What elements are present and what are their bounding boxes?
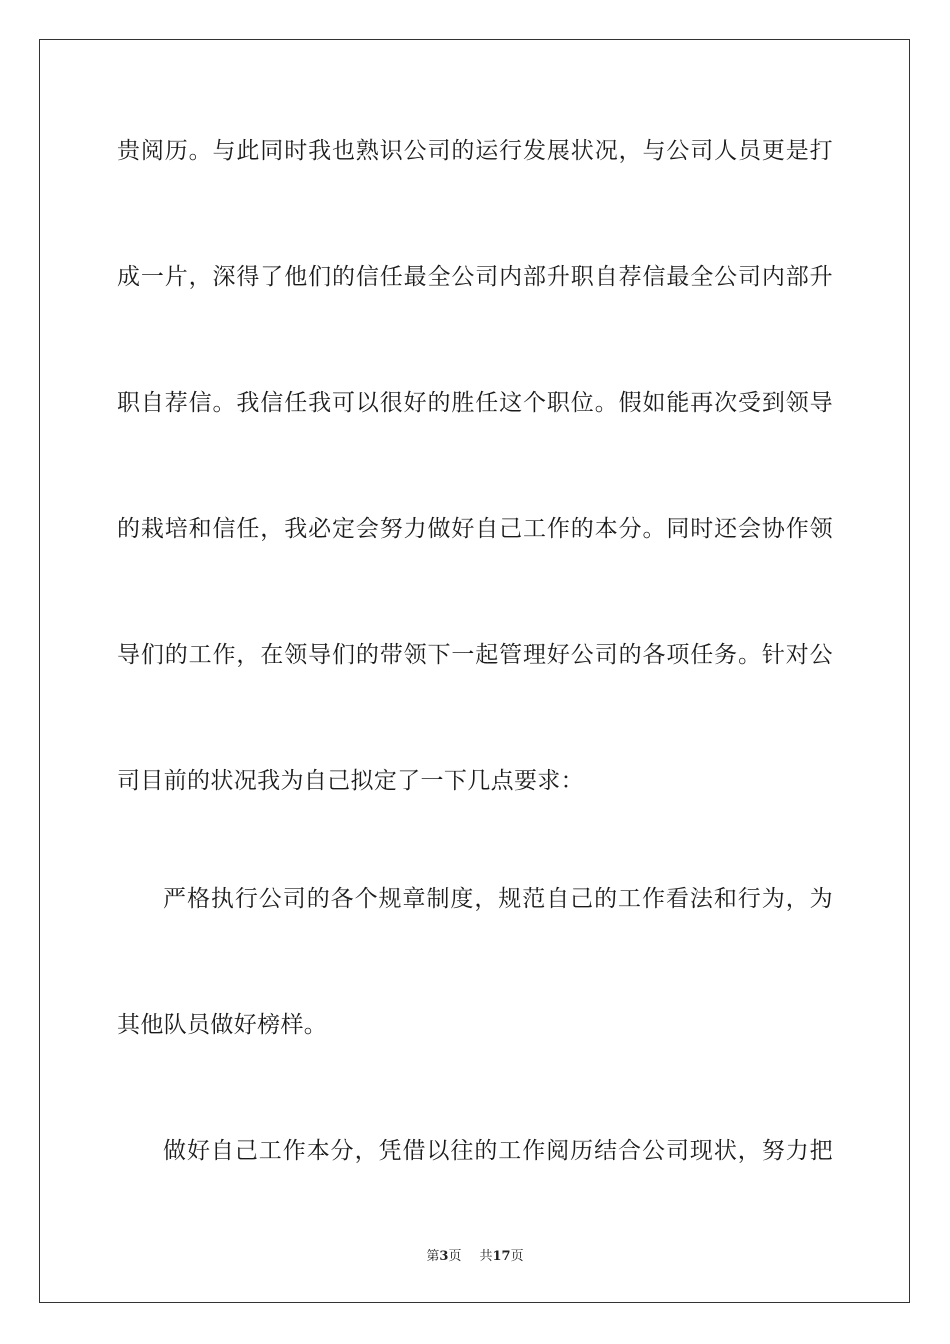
body-text-line: 其他队员做好榜样。 — [117, 1012, 328, 1038]
page-footer — [0, 1248, 950, 1266]
footer-total-pages: 17 — [492, 1249, 511, 1264]
body-text-line: 司目前的状况我为自己拟定了一下几点要求： — [117, 768, 584, 794]
paragraph-first-line: 严格执行公司的各个规章制度，规范自己的工作看法和行为，为 — [163, 886, 833, 912]
footer-page-suffix: 页 — [448, 1249, 462, 1264]
footer-total-suffix: 页 — [510, 1249, 524, 1264]
footer-page-prefix: 第 — [426, 1249, 440, 1264]
body-text-line: 贵阅历。与此同时我也熟识公司的运行发展状况，与公司人员更是打 — [117, 138, 833, 164]
body-text-line: 导们的工作，在领导们的带领下一起管理好公司的各项任务。针对公 — [117, 642, 833, 668]
body-text-line: 的栽培和信任，我必定会努力做好自己工作的本分。同时还会协作领 — [117, 516, 833, 542]
footer-page-number: 3 — [439, 1249, 449, 1264]
body-text-line: 成一片，深得了他们的信任最全公司内部升职自荐信最全公司内部升 — [117, 264, 833, 290]
paragraph-first-line: 做好自己工作本分，凭借以往的工作阅历结合公司现状，努力把 — [163, 1138, 833, 1164]
body-text-line: 职自荐信。我信任我可以很好的胜任这个职位。假如能再次受到领导 — [117, 390, 833, 416]
page-border — [39, 39, 910, 1303]
footer-total-prefix: 共 — [479, 1249, 493, 1264]
